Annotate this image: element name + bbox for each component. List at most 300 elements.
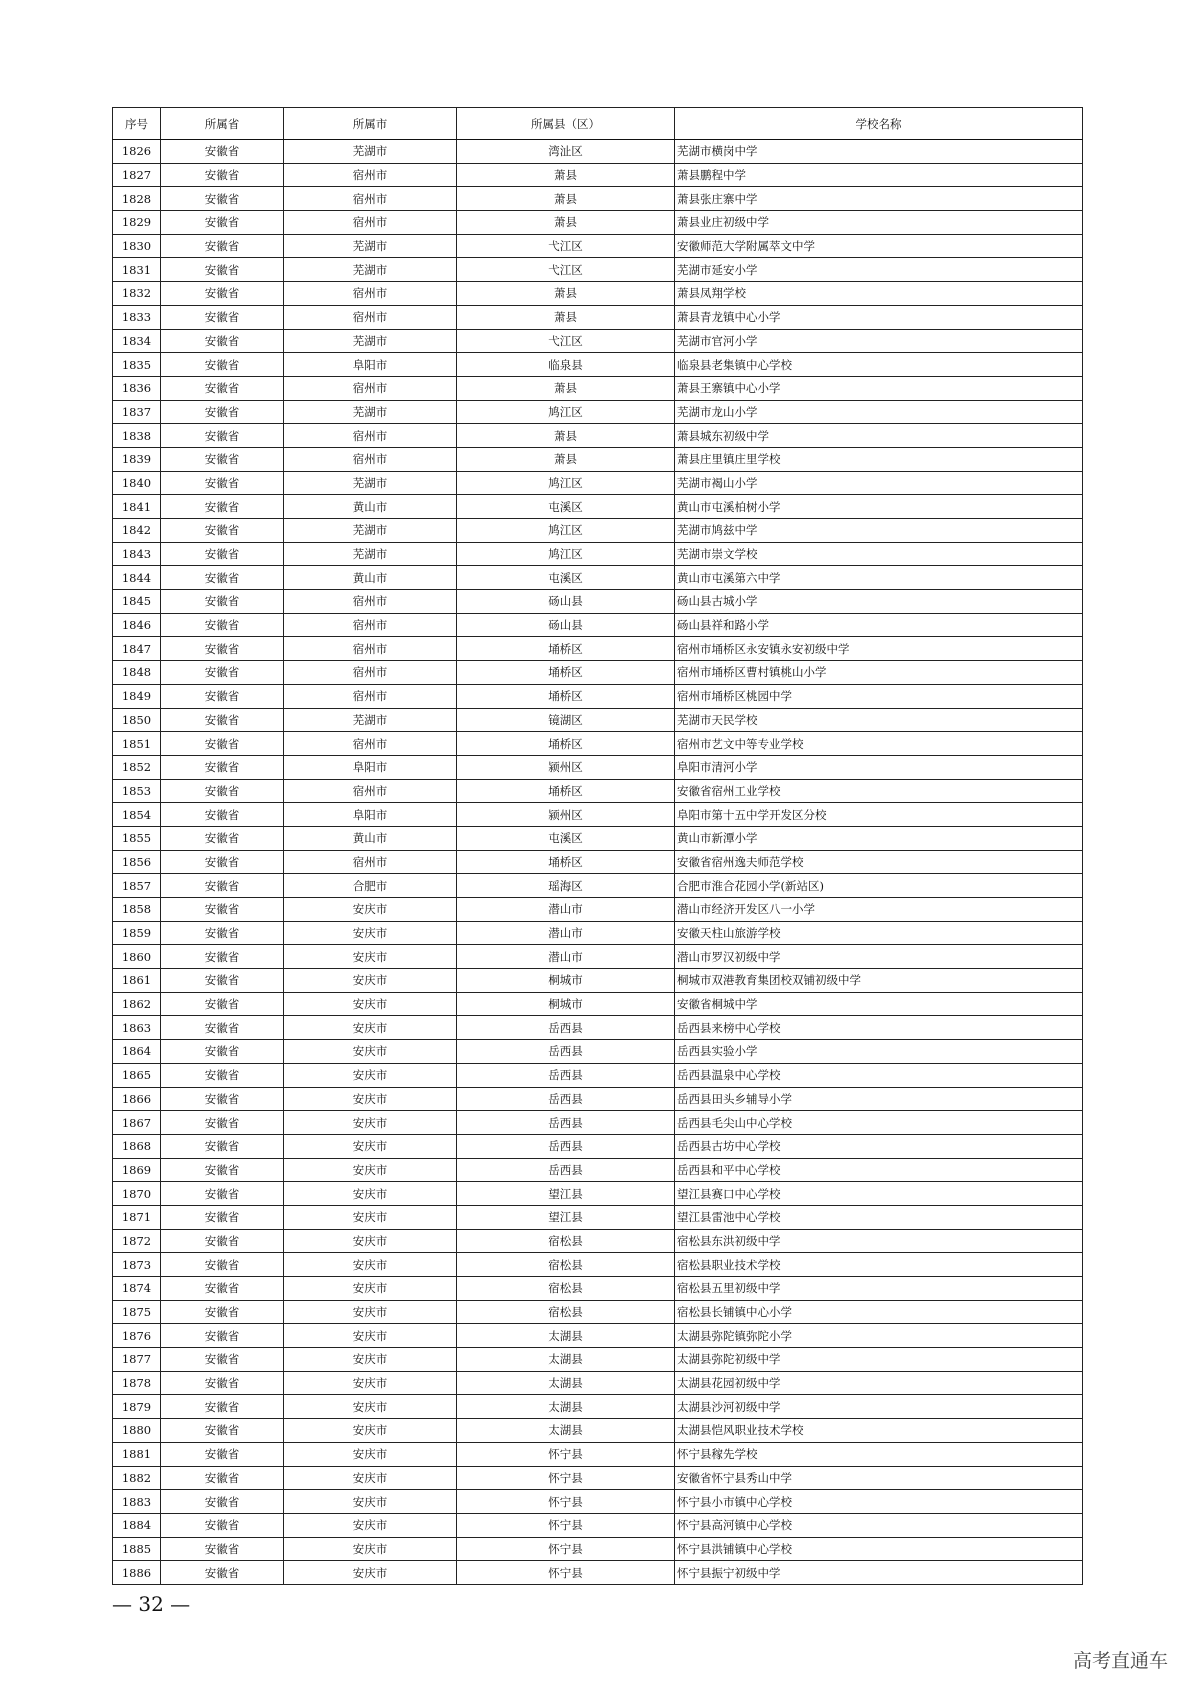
cell-province: 安徽省 [161,211,284,235]
table-row [113,684,1083,708]
cell-school-name: 芜湖市官河小学 [675,329,1083,353]
cell-school-name: 黄山市屯溪第六中学 [675,566,1083,590]
cell-county: 萧县 [457,163,675,187]
table-row [113,661,1083,685]
cell-province: 安徽省 [161,684,284,708]
cell-city: 阜阳市 [284,755,457,779]
cell-school-name: 砀山县祥和路小学 [675,613,1083,637]
cell-school-name: 安徽省桐城中学 [675,992,1083,1016]
table-row [113,708,1083,732]
cell-province: 安徽省 [161,945,284,969]
cell-county: 宿松县 [457,1229,675,1253]
cell-county: 怀宁县 [457,1537,675,1561]
cell-county: 宿松县 [457,1277,675,1301]
cell-province: 安徽省 [161,1111,284,1135]
cell-county: 太湖县 [457,1371,675,1395]
cell-province: 安徽省 [161,424,284,448]
cell-city: 安庆市 [284,1561,457,1585]
cell-school-name: 宿州市埇桥区曹村镇桃山小学 [675,661,1083,685]
cell-county: 屯溪区 [457,566,675,590]
table-row [113,1442,1083,1466]
cell-index: 1879 [113,1395,161,1419]
cell-province: 安徽省 [161,874,284,898]
cell-school-name: 安徽师范大学附属萃文中学 [675,234,1083,258]
cell-province: 安徽省 [161,519,284,543]
cell-city: 芜湖市 [284,140,457,164]
cell-school-name: 怀宁县高河镇中心学校 [675,1513,1083,1537]
cell-school-name: 芜湖市崇文学校 [675,542,1083,566]
cell-province: 安徽省 [161,471,284,495]
cell-city: 阜阳市 [284,353,457,377]
cell-city: 安庆市 [284,1229,457,1253]
cell-index: 1833 [113,305,161,329]
cell-province: 安徽省 [161,1158,284,1182]
table-row [113,826,1083,850]
table-row [113,590,1083,614]
table-header [113,108,1083,140]
cell-province: 安徽省 [161,779,284,803]
cell-index: 1868 [113,1134,161,1158]
cell-county: 埇桥区 [457,637,675,661]
table-row [113,329,1083,353]
col-header-province: 所属省 [161,108,284,140]
table-row [113,211,1083,235]
cell-school-name: 芜湖市龙山小学 [675,400,1083,424]
cell-index: 1834 [113,329,161,353]
cell-index: 1850 [113,708,161,732]
table-row [113,353,1083,377]
table-row [113,945,1083,969]
cell-county: 湾沚区 [457,140,675,164]
cell-index: 1880 [113,1419,161,1443]
cell-school-name: 宿松县东洪初级中学 [675,1229,1083,1253]
cell-province: 安徽省 [161,1016,284,1040]
table-row [113,424,1083,448]
cell-county: 岳西县 [457,1134,675,1158]
cell-province: 安徽省 [161,1040,284,1064]
cell-province: 安徽省 [161,1490,284,1514]
cell-city: 黄山市 [284,566,457,590]
cell-school-name: 芜湖市褐山小学 [675,471,1083,495]
cell-county: 屯溪区 [457,495,675,519]
cell-city: 安庆市 [284,898,457,922]
table-row [113,613,1083,637]
table-row [113,140,1083,164]
cell-school-name: 宿州市艺文中等专业学校 [675,732,1083,756]
cell-school-name: 宿州市埇桥区永安镇永安初级中学 [675,637,1083,661]
cell-province: 安徽省 [161,1419,284,1443]
cell-province: 安徽省 [161,1466,284,1490]
table-row [113,1419,1083,1443]
col-header-city: 所属市 [284,108,457,140]
cell-city: 宿州市 [284,684,457,708]
cell-index: 1882 [113,1466,161,1490]
cell-province: 安徽省 [161,1395,284,1419]
cell-school-name: 砀山县古城小学 [675,590,1083,614]
cell-city: 安庆市 [284,1324,457,1348]
cell-province: 安徽省 [161,542,284,566]
cell-province: 安徽省 [161,1348,284,1372]
cell-school-name: 阜阳市清河小学 [675,755,1083,779]
cell-school-name: 安徽省宿州工业学校 [675,779,1083,803]
cell-province: 安徽省 [161,305,284,329]
cell-county: 鸠江区 [457,471,675,495]
cell-index: 1857 [113,874,161,898]
cell-province: 安徽省 [161,495,284,519]
table-row [113,282,1083,306]
cell-index: 1865 [113,1063,161,1087]
cell-index: 1829 [113,211,161,235]
cell-index: 1873 [113,1253,161,1277]
table-row [113,1111,1083,1135]
cell-school-name: 宿松县职业技术学校 [675,1253,1083,1277]
cell-county: 砀山县 [457,613,675,637]
cell-province: 安徽省 [161,1324,284,1348]
cell-city: 芜湖市 [284,400,457,424]
cell-county: 太湖县 [457,1348,675,1372]
cell-county: 岳西县 [457,1087,675,1111]
cell-school-name: 怀宁县稼先学校 [675,1442,1083,1466]
cell-county: 弋江区 [457,329,675,353]
cell-county: 埇桥区 [457,779,675,803]
table-row [113,1253,1083,1277]
cell-school-name: 安徽省怀宁县秀山中学 [675,1466,1083,1490]
cell-school-name: 怀宁县小市镇中心学校 [675,1490,1083,1514]
cell-province: 安徽省 [161,1087,284,1111]
cell-province: 安徽省 [161,1561,284,1585]
cell-county: 潜山市 [457,921,675,945]
cell-county: 砀山县 [457,590,675,614]
table-row [113,1466,1083,1490]
cell-index: 1851 [113,732,161,756]
cell-province: 安徽省 [161,898,284,922]
cell-county: 镜湖区 [457,708,675,732]
cell-province: 安徽省 [161,187,284,211]
cell-school-name: 萧县王寨镇中心小学 [675,376,1083,400]
cell-city: 宿州市 [284,850,457,874]
cell-school-name: 黄山市屯溪柏树小学 [675,495,1083,519]
cell-index: 1846 [113,613,161,637]
cell-school-name: 岳西县田头乡辅导小学 [675,1087,1083,1111]
table-row [113,1016,1083,1040]
cell-province: 安徽省 [161,376,284,400]
cell-school-name: 太湖县弥陀初级中学 [675,1348,1083,1372]
cell-city: 芜湖市 [284,542,457,566]
cell-county: 怀宁县 [457,1466,675,1490]
col-header-county: 所属县（区） [457,108,675,140]
cell-index: 1838 [113,424,161,448]
cell-school-name: 芜湖市横岗中学 [675,140,1083,164]
cell-province: 安徽省 [161,1229,284,1253]
table-row [113,1040,1083,1064]
cell-county: 岳西县 [457,1016,675,1040]
cell-index: 1869 [113,1158,161,1182]
cell-index: 1884 [113,1513,161,1537]
cell-county: 怀宁县 [457,1561,675,1585]
cell-province: 安徽省 [161,1537,284,1561]
cell-county: 埇桥区 [457,732,675,756]
cell-school-name: 岳西县古坊中心学校 [675,1134,1083,1158]
table-row [113,542,1083,566]
cell-province: 安徽省 [161,969,284,993]
table-row [113,519,1083,543]
cell-school-name: 萧县鹏程中学 [675,163,1083,187]
cell-city: 安庆市 [284,1134,457,1158]
cell-city: 芜湖市 [284,519,457,543]
table-row [113,1371,1083,1395]
page-number: — 32 — [112,1592,191,1616]
cell-county: 潜山市 [457,945,675,969]
table-row [113,1513,1083,1537]
cell-county: 瑶海区 [457,874,675,898]
table-row [113,471,1083,495]
cell-county: 萧县 [457,376,675,400]
cell-index: 1872 [113,1229,161,1253]
cell-county: 萧县 [457,211,675,235]
cell-school-name: 萧县青龙镇中心小学 [675,305,1083,329]
cell-county: 埇桥区 [457,850,675,874]
cell-school-name: 萧县凤翔学校 [675,282,1083,306]
cell-county: 岳西县 [457,1158,675,1182]
cell-city: 安庆市 [284,945,457,969]
cell-city: 宿州市 [284,211,457,235]
cell-province: 安徽省 [161,1513,284,1537]
cell-index: 1843 [113,542,161,566]
cell-index: 1867 [113,1111,161,1135]
cell-index: 1826 [113,140,161,164]
cell-index: 1874 [113,1277,161,1301]
cell-city: 宿州市 [284,305,457,329]
cell-city: 阜阳市 [284,803,457,827]
cell-index: 1847 [113,637,161,661]
cell-county: 屯溪区 [457,826,675,850]
cell-school-name: 阜阳市第十五中学开发区分校 [675,803,1083,827]
cell-county: 望江县 [457,1205,675,1229]
cell-county: 太湖县 [457,1324,675,1348]
table-row [113,1561,1083,1585]
cell-province: 安徽省 [161,140,284,164]
cell-index: 1864 [113,1040,161,1064]
cell-index: 1831 [113,258,161,282]
school-list-table [112,107,1083,1585]
cell-city: 芜湖市 [284,258,457,282]
cell-city: 安庆市 [284,992,457,1016]
cell-school-name: 岳西县实验小学 [675,1040,1083,1064]
cell-province: 安徽省 [161,329,284,353]
cell-school-name: 岳西县和平中心学校 [675,1158,1083,1182]
cell-index: 1853 [113,779,161,803]
cell-index: 1862 [113,992,161,1016]
cell-school-name: 太湖县沙河初级中学 [675,1395,1083,1419]
cell-province: 安徽省 [161,732,284,756]
cell-index: 1852 [113,755,161,779]
cell-school-name: 太湖县弥陀镇弥陀小学 [675,1324,1083,1348]
cell-city: 安庆市 [284,1371,457,1395]
cell-index: 1842 [113,519,161,543]
cell-city: 芜湖市 [284,708,457,732]
cell-school-name: 宿松县长铺镇中心小学 [675,1300,1083,1324]
cell-city: 芜湖市 [284,329,457,353]
cell-county: 太湖县 [457,1419,675,1443]
cell-province: 安徽省 [161,992,284,1016]
cell-index: 1835 [113,353,161,377]
cell-province: 安徽省 [161,1300,284,1324]
cell-province: 安徽省 [161,447,284,471]
table-row [113,376,1083,400]
cell-index: 1830 [113,234,161,258]
cell-index: 1841 [113,495,161,519]
table-row [113,1205,1083,1229]
cell-city: 安庆市 [284,1087,457,1111]
cell-province: 安徽省 [161,258,284,282]
cell-school-name: 安徽省宿州逸夫师范学校 [675,850,1083,874]
table-row [113,1158,1083,1182]
cell-province: 安徽省 [161,1253,284,1277]
cell-city: 安庆市 [284,1513,457,1537]
cell-province: 安徽省 [161,1277,284,1301]
cell-county: 弋江区 [457,258,675,282]
cell-county: 萧县 [457,305,675,329]
table-row [113,1134,1083,1158]
cell-index: 1837 [113,400,161,424]
table-row [113,163,1083,187]
cell-county: 桐城市 [457,992,675,1016]
cell-city: 安庆市 [284,1040,457,1064]
table-row [113,1395,1083,1419]
cell-school-name: 萧县城东初级中学 [675,424,1083,448]
cell-province: 安徽省 [161,755,284,779]
watermark-text: 高考直通车 [1072,1650,1168,1672]
cell-city: 安庆市 [284,969,457,993]
col-header-index: 序号 [113,108,161,140]
cell-school-name: 桐城市双港教育集团校双铺初级中学 [675,969,1083,993]
table-row [113,1063,1083,1087]
cell-province: 安徽省 [161,1205,284,1229]
cell-index: 1866 [113,1087,161,1111]
cell-index: 1875 [113,1300,161,1324]
cell-school-name: 宿州市埇桥区桃园中学 [675,684,1083,708]
cell-province: 安徽省 [161,637,284,661]
table-row [113,1490,1083,1514]
cell-city: 宿州市 [284,163,457,187]
cell-index: 1844 [113,566,161,590]
cell-county: 萧县 [457,282,675,306]
cell-county: 埇桥区 [457,661,675,685]
cell-school-name: 萧县业庄初级中学 [675,211,1083,235]
cell-index: 1886 [113,1561,161,1585]
cell-index: 1877 [113,1348,161,1372]
cell-school-name: 岳西县来榜中心学校 [675,1016,1083,1040]
table-row [113,400,1083,424]
cell-city: 宿州市 [284,613,457,637]
table-row [113,1300,1083,1324]
cell-index: 1878 [113,1371,161,1395]
cell-city: 安庆市 [284,1419,457,1443]
cell-city: 芜湖市 [284,234,457,258]
table-row [113,992,1083,1016]
cell-county: 颍州区 [457,803,675,827]
cell-province: 安徽省 [161,400,284,424]
cell-school-name: 怀宁县振宁初级中学 [675,1561,1083,1585]
cell-county: 弋江区 [457,234,675,258]
cell-city: 安庆市 [284,1442,457,1466]
table-row [113,921,1083,945]
table-row [113,447,1083,471]
table-row [113,1348,1083,1372]
cell-province: 安徽省 [161,282,284,306]
cell-county: 宿松县 [457,1300,675,1324]
cell-city: 宿州市 [284,732,457,756]
cell-county: 鸠江区 [457,519,675,543]
table-row [113,1182,1083,1206]
cell-city: 安庆市 [284,1466,457,1490]
cell-city: 宿州市 [284,282,457,306]
cell-province: 安徽省 [161,566,284,590]
cell-city: 宿州市 [284,376,457,400]
cell-school-name: 黄山市新潭小学 [675,826,1083,850]
cell-province: 安徽省 [161,1063,284,1087]
cell-province: 安徽省 [161,803,284,827]
cell-school-name: 芜湖市天民学校 [675,708,1083,732]
cell-city: 黄山市 [284,826,457,850]
cell-county: 怀宁县 [457,1513,675,1537]
cell-school-name: 望江县赛口中心学校 [675,1182,1083,1206]
cell-county: 岳西县 [457,1063,675,1087]
cell-index: 1860 [113,945,161,969]
cell-school-name: 太湖县花园初级中学 [675,1371,1083,1395]
table-row [113,1277,1083,1301]
cell-county: 埇桥区 [457,684,675,708]
cell-school-name: 怀宁县洪铺镇中心学校 [675,1537,1083,1561]
cell-city: 合肥市 [284,874,457,898]
cell-city: 安庆市 [284,1395,457,1419]
cell-county: 鸠江区 [457,542,675,566]
cell-county: 潜山市 [457,898,675,922]
table-row [113,1324,1083,1348]
cell-school-name: 芜湖市延安小学 [675,258,1083,282]
col-header-school-name: 学校名称 [675,108,1083,140]
cell-county: 萧县 [457,447,675,471]
cell-city: 宿州市 [284,424,457,448]
cell-school-name: 岳西县温泉中心学校 [675,1063,1083,1087]
table-row [113,495,1083,519]
cell-city: 安庆市 [284,1300,457,1324]
cell-city: 安庆市 [284,1537,457,1561]
cell-index: 1854 [113,803,161,827]
cell-index: 1836 [113,376,161,400]
cell-province: 安徽省 [161,708,284,732]
cell-province: 安徽省 [161,826,284,850]
cell-city: 安庆市 [284,1063,457,1087]
table-row [113,637,1083,661]
cell-city: 宿州市 [284,661,457,685]
cell-index: 1848 [113,661,161,685]
cell-province: 安徽省 [161,661,284,685]
cell-province: 安徽省 [161,163,284,187]
cell-county: 太湖县 [457,1395,675,1419]
cell-index: 1859 [113,921,161,945]
table-row [113,187,1083,211]
table-row [113,755,1083,779]
cell-school-name: 临泉县老集镇中心学校 [675,353,1083,377]
cell-county: 颍州区 [457,755,675,779]
table-row [113,898,1083,922]
cell-county: 宿松县 [457,1253,675,1277]
cell-index: 1840 [113,471,161,495]
cell-city: 宿州市 [284,447,457,471]
cell-county: 岳西县 [457,1040,675,1064]
cell-school-name: 宿松县五里初级中学 [675,1277,1083,1301]
